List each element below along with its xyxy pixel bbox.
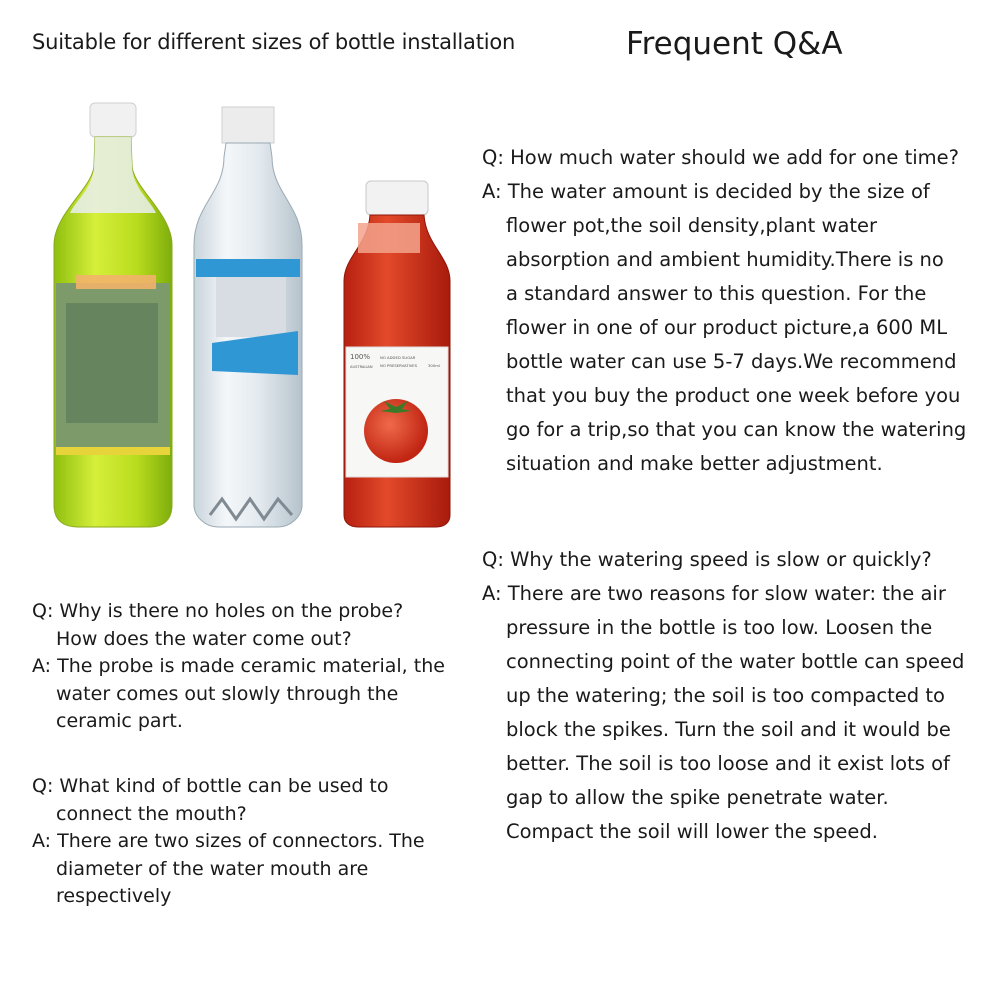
question: Q: How much water should we add for one time? — [482, 146, 959, 169]
answer-line: flower pot,the soil density,plant water — [506, 214, 878, 237]
label-percent: 100% — [350, 353, 371, 361]
answer-line: block the spikes. Turn the soil and it would be — [506, 718, 951, 741]
answer-line: that you buy the product one week before you — [506, 384, 961, 407]
answer-line: gap to allow the spike penetrate water. — [506, 786, 889, 809]
answer-line: flower in one of our product picture,a 600 ML — [506, 316, 948, 339]
question: How does the water come out? — [56, 627, 352, 650]
question: Q: Why is there no holes on the probe? — [32, 600, 404, 622]
label-volume: 300ml — [428, 363, 441, 368]
bottle-sizes-title: Suitable for different sizes of bottle installation — [32, 30, 516, 54]
bottles-illustration — [40, 95, 460, 565]
answer-line: A: The probe is made ceramic material, the — [32, 655, 445, 677]
answer-line: up the watering; the soil is too compacted to — [506, 684, 945, 707]
answer-line: bottle water can use 5-7 days.We recommend — [506, 350, 957, 373]
question: Q: Why the watering speed is slow or quickly? — [482, 548, 932, 571]
water-bottle — [194, 107, 302, 527]
question: Q: What kind of bottle can be used to — [32, 775, 389, 797]
green-soda-bottle — [54, 103, 172, 527]
answer-line: a standard answer to this question. For the — [506, 282, 927, 305]
answer-line: water comes out slowly through the — [56, 682, 399, 705]
answer-line: pressure in the bottle is too low. Loosen the — [506, 616, 933, 639]
answer-line: situation and make better adjustment. — [506, 452, 883, 475]
label-no-preservatives: NO PRESERVATIVES — [380, 363, 418, 368]
label-no-sugar: NO ADDED SUGAR — [380, 355, 416, 360]
faq-probe-holes — [32, 598, 445, 736]
answer-line: diameter of the water mouth are — [56, 857, 369, 880]
answer-line: go for a trip,so that you can know the watering — [506, 418, 967, 441]
answer-line: ceramic part. — [56, 710, 183, 732]
label-origin: AUSTRALIAN — [350, 365, 373, 369]
faq-bottle-connect — [32, 773, 425, 911]
answer-line: A: There are two sizes of connectors. The — [32, 830, 425, 852]
answer-line: connecting point of the water bottle can speed — [506, 650, 965, 673]
faq-water-amount — [482, 141, 966, 481]
answer-line: Compact the soil will lower the speed. — [506, 820, 878, 843]
tomato-juice-bottle — [344, 181, 450, 527]
faq-watering-speed — [482, 543, 964, 849]
answer-line: respectively — [56, 885, 172, 907]
answer-line: A: There are two reasons for slow water: the air — [482, 582, 946, 605]
faq-title: Frequent Q&A — [626, 26, 843, 62]
answer-line: absorption and ambient humidity.There is no — [506, 248, 944, 271]
question: connect the mouth? — [56, 802, 247, 825]
answer-line: better. The soil is too loose and it exist lots of — [506, 752, 950, 775]
answer-line: A: The water amount is decided by the size of — [482, 180, 930, 203]
